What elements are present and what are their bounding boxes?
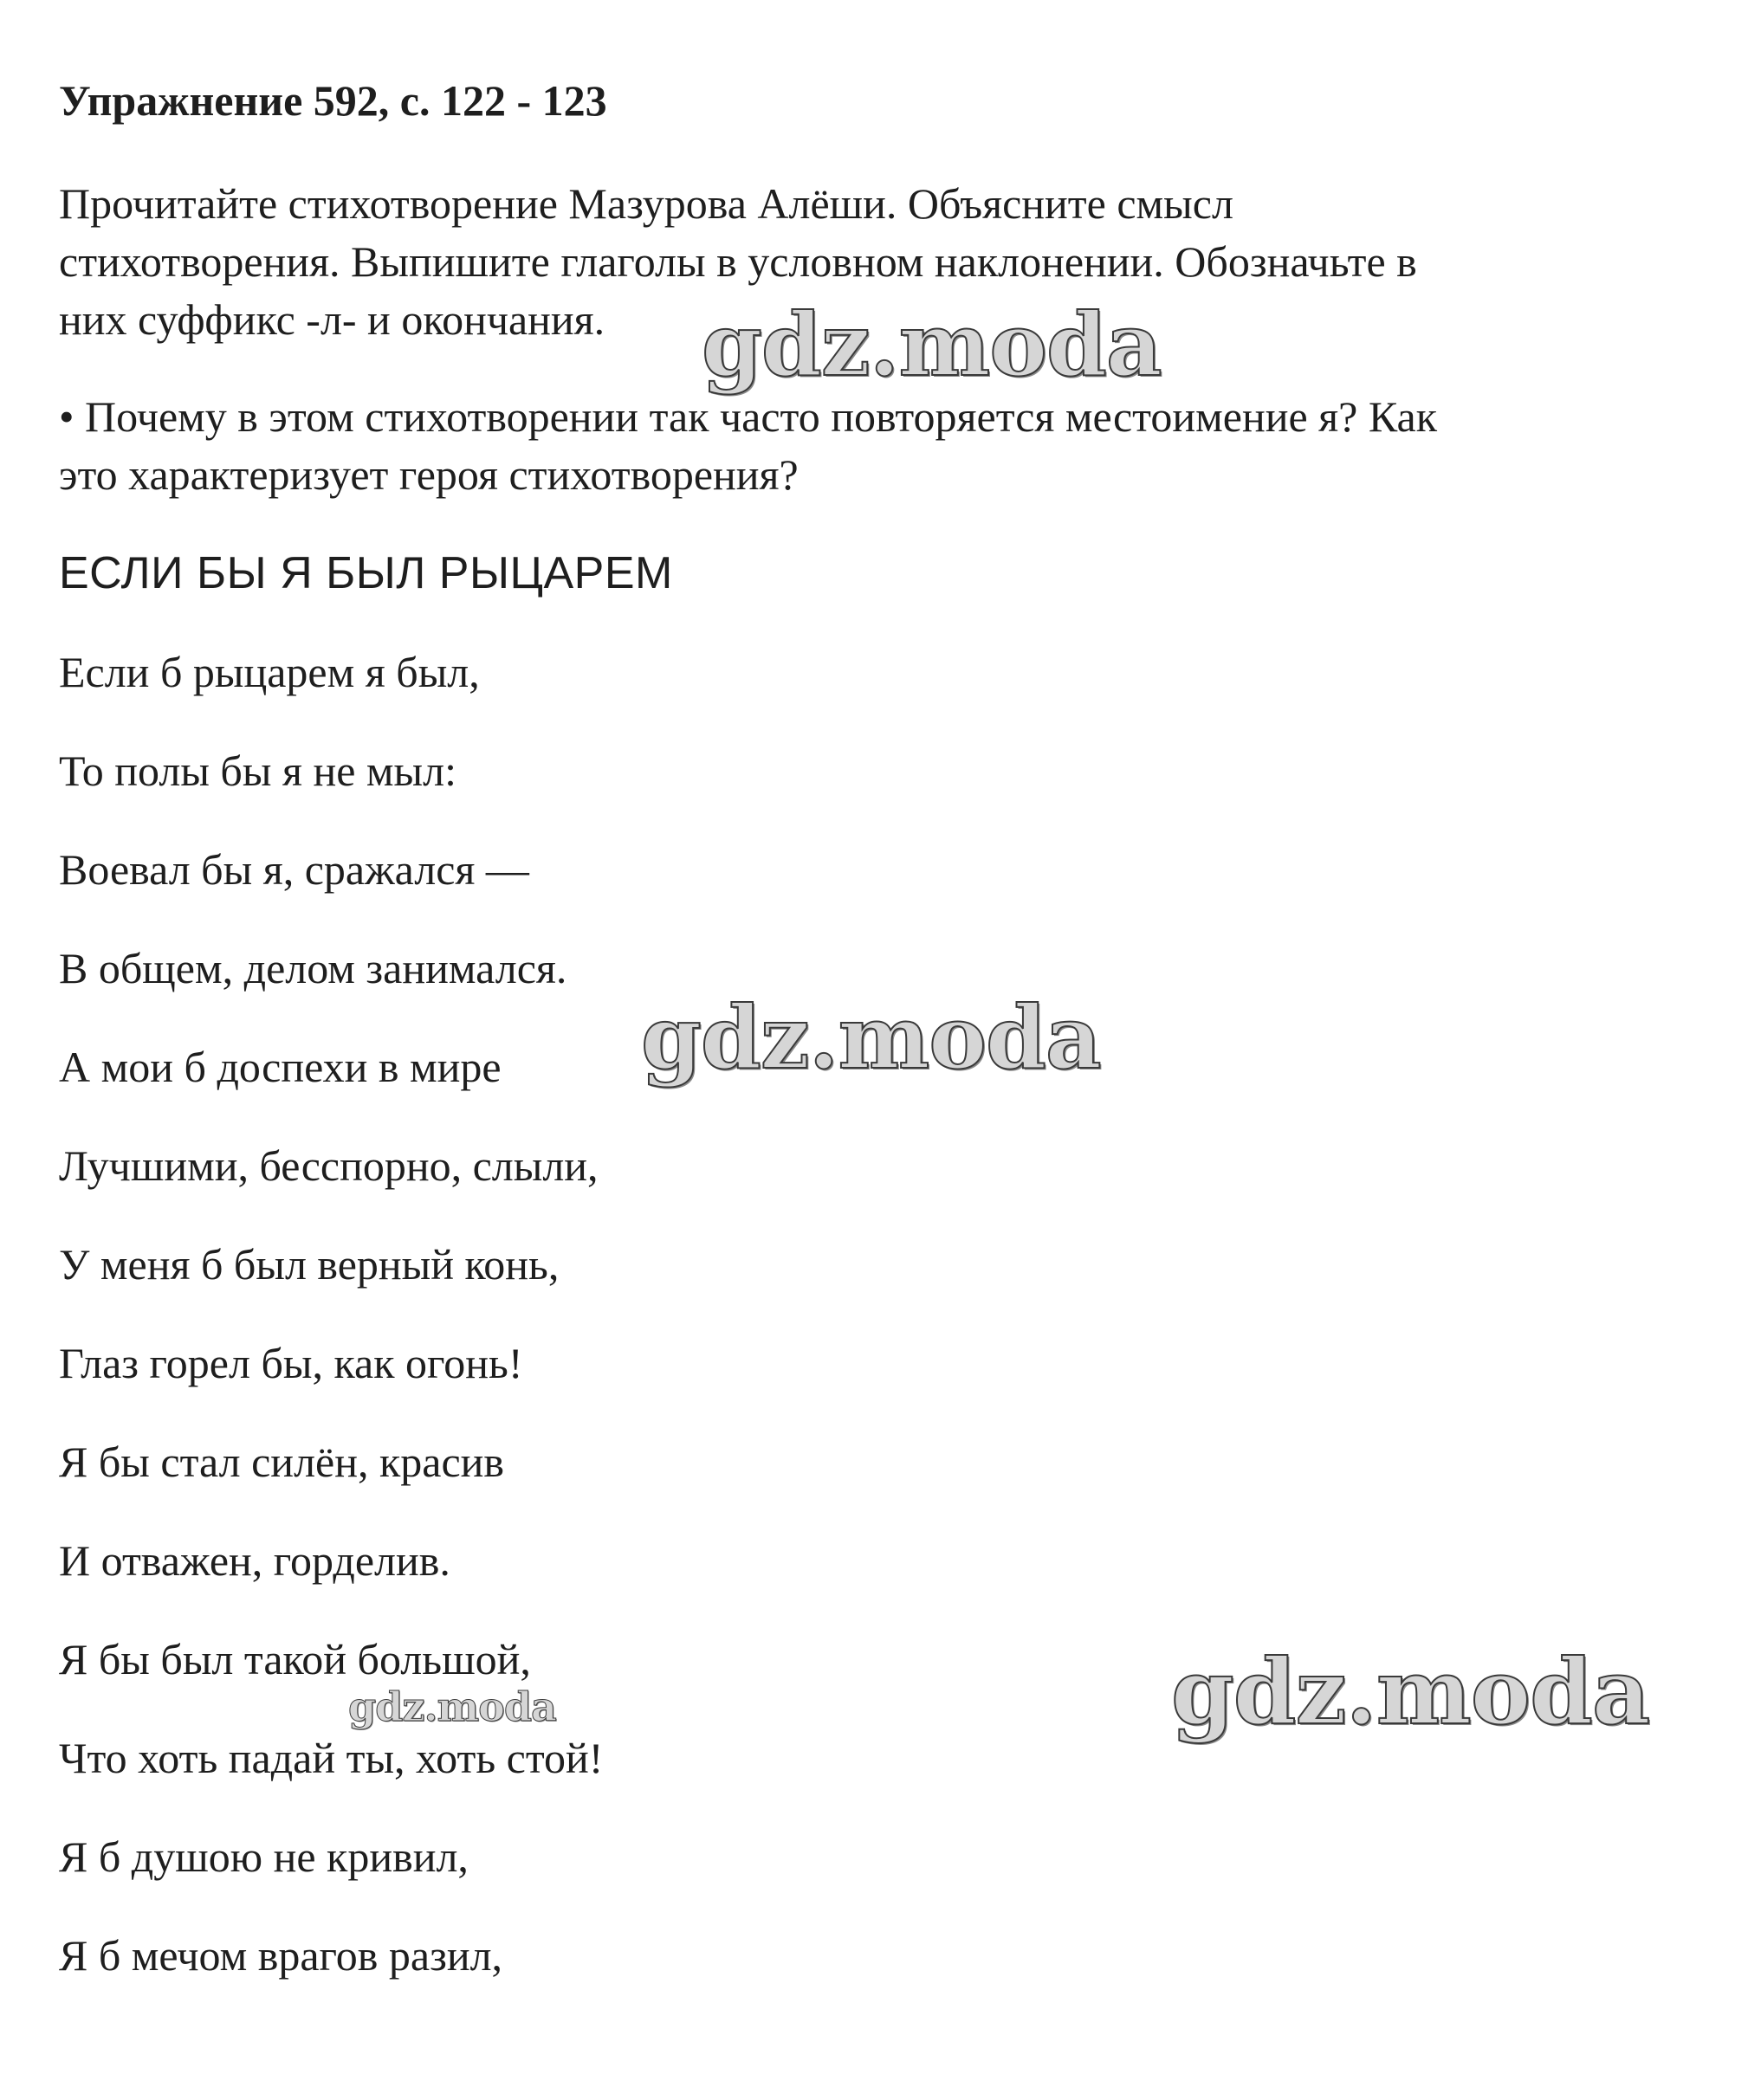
poem-line: Я бы стал силён, красив	[59, 1438, 505, 1486]
poem-line: И отважен, горделив.	[59, 1536, 450, 1585]
watermark: gdz.moda	[702, 294, 1162, 396]
poem-line: У меня б был верный конь,	[59, 1240, 560, 1289]
exercise-title: Упражнение 592, с. 122 - 123	[59, 76, 607, 125]
watermark: gdz.moda	[1171, 1638, 1650, 1745]
watermark: gdz.moda	[348, 1683, 556, 1730]
poem-line: То полы бы я не мыл:	[59, 746, 456, 795]
poem-line: А мои б доспехи в мире	[59, 1043, 502, 1091]
watermark: gdz.moda	[641, 986, 1101, 1089]
poem-line: Что хоть падай ты, хоть стой!	[59, 1734, 604, 1782]
task-instructions	[59, 175, 1705, 349]
poem-line: Я б мечом врагов разил,	[59, 1931, 503, 1980]
poem-line: Воевал бы я, сражался —	[59, 845, 529, 894]
poem-title: ЕСЛИ БЫ Я БЫЛ РЫЦАРЕМ	[59, 548, 673, 598]
question-line: • Почему в этом стихотворении так часто повторяется местоимение я? Как	[59, 392, 1438, 441]
poem-line: Лучшими, бесспорно, слыли,	[59, 1141, 599, 1190]
poem-line: Глаз горел бы, как огонь!	[59, 1339, 523, 1387]
poem-line: Если б рыцарем я был,	[59, 648, 480, 696]
task-line: них суффикс -л- и окончания.	[59, 295, 605, 344]
poem-line: В общем, делом занимался.	[59, 944, 567, 992]
task-line: стихотворения. Выпишите глаголы в условном наклонении. Обозначьте в	[59, 237, 1417, 286]
task-question	[59, 388, 1705, 504]
poem-line: Я б душою не кривил,	[59, 1832, 469, 1881]
task-line: Прочитайте стихотворение Мазурова Алёши. Объясните смысл	[59, 179, 1233, 228]
question-line: это характеризует героя стихотворения?	[59, 450, 799, 499]
poem-line: Я бы был такой большой,	[59, 1635, 531, 1683]
